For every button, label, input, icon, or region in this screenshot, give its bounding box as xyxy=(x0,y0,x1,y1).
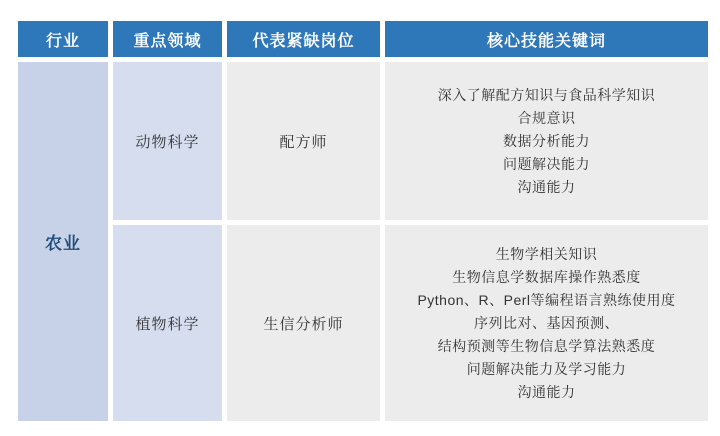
skill-line: 生物信息学数据库操作熟悉度 xyxy=(452,268,641,285)
skill-line: Python、R、Perl等编程语言熟练使用度 xyxy=(417,291,676,308)
header-key-field: 重点领域 xyxy=(113,21,222,57)
skills-cell-row-2 xyxy=(385,225,708,421)
industry-cell-agriculture: 农业 xyxy=(18,62,108,421)
header-industry: 行业 xyxy=(18,21,108,57)
position-cell-bioinformatics-analyst: 生信分析师 xyxy=(227,225,380,421)
skill-line: 沟通能力 xyxy=(517,178,576,195)
header-core-skills: 核心技能关键词 xyxy=(385,21,708,57)
field-cell-plant-science: 植物科学 xyxy=(113,225,222,421)
skill-line: 数据分析能力 xyxy=(503,132,590,149)
skills-cell-row-1 xyxy=(385,62,708,220)
field-cell-animal-science: 动物科学 xyxy=(113,62,222,220)
skill-line: 生物学相关知识 xyxy=(495,245,598,262)
skill-line: 合规意识 xyxy=(517,109,576,126)
header-scarce-position: 代表紧缺岗位 xyxy=(227,21,380,57)
skill-line: 沟通能力 xyxy=(517,383,576,400)
skill-line: 深入了解配方知识与食品科学知识 xyxy=(437,86,656,103)
position-cell-formulator: 配方师 xyxy=(227,62,380,220)
skill-line: 结构预测等生物信息学算法熟悉度 xyxy=(437,337,656,354)
skill-line: 问题解决能力及学习能力 xyxy=(466,360,627,377)
industry-skills-table xyxy=(18,21,708,421)
skill-line: 问题解决能力 xyxy=(503,155,590,172)
skill-line: 序列比对、基因预测、 xyxy=(474,314,619,331)
